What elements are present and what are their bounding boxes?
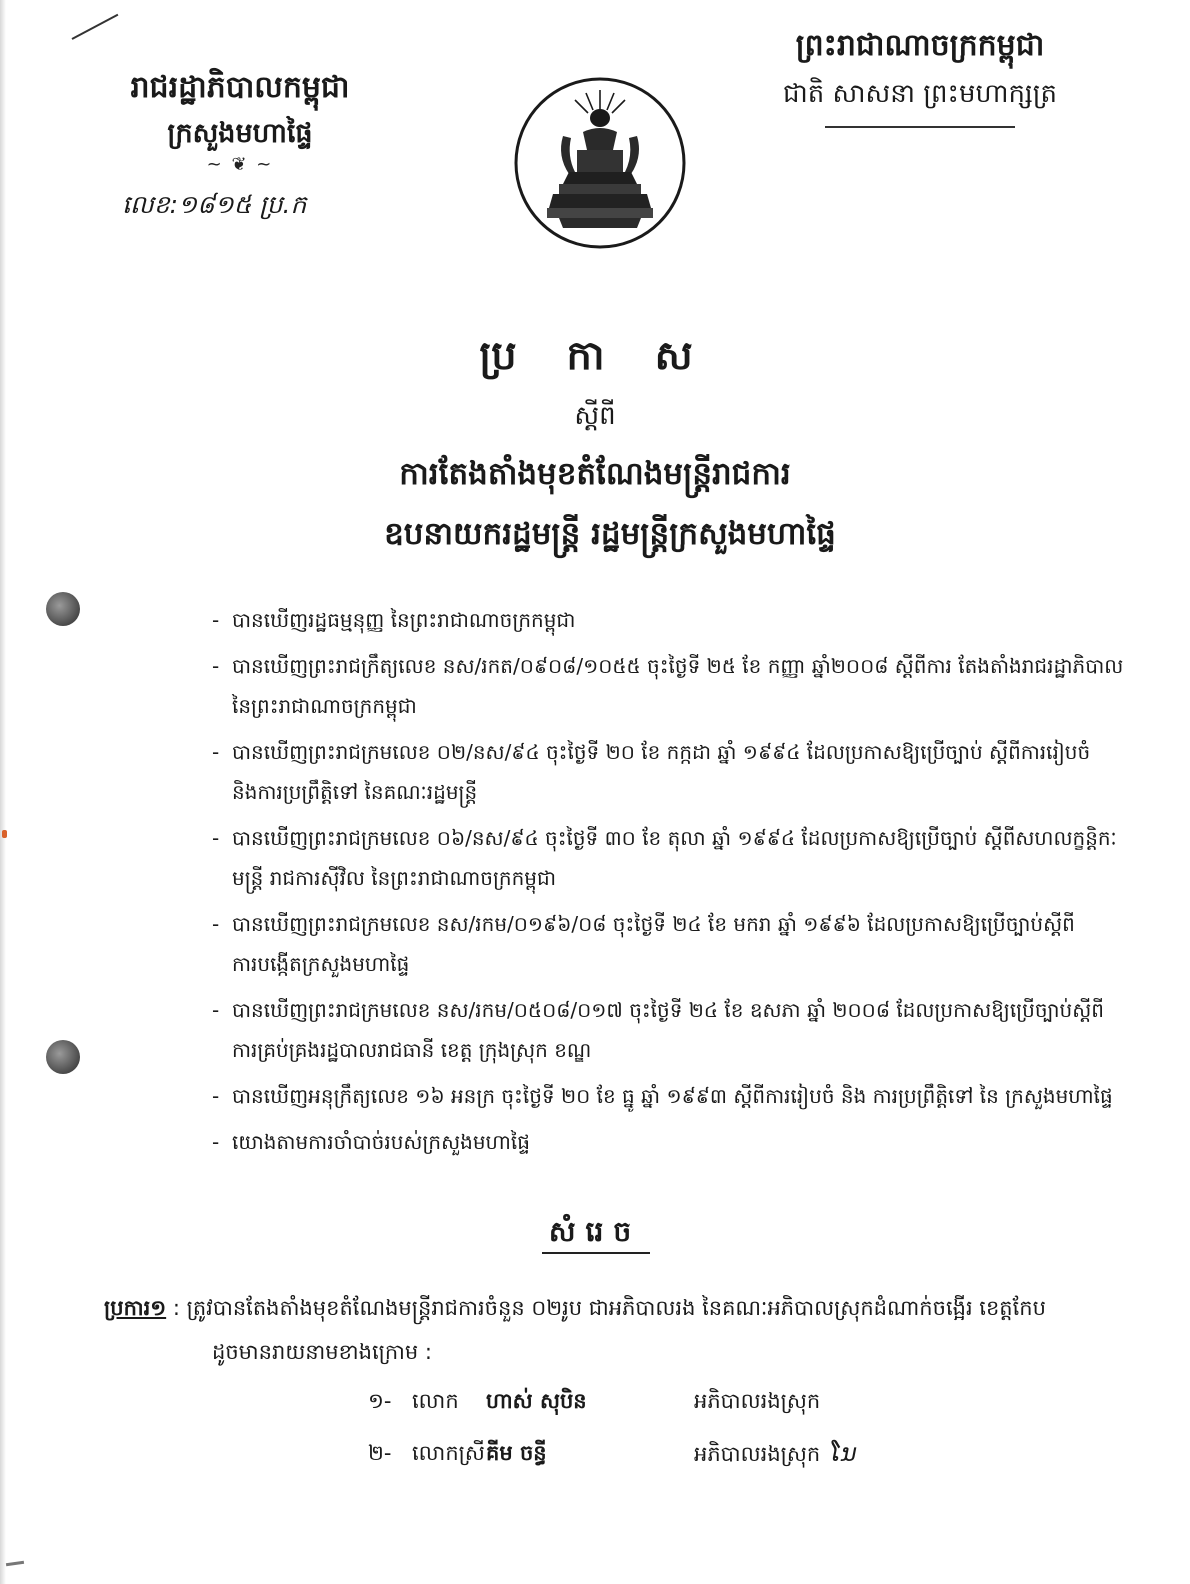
handwritten-initials: ໂນ <box>830 1439 857 1467</box>
scan-edge-shadow <box>0 0 6 1584</box>
government-name: រាជរដ្ឋាភិបាលកម្ពុជា <box>130 70 350 105</box>
kingdom-header-block <box>760 26 1080 128</box>
punch-hole <box>46 592 80 626</box>
document-title: ប្រ កា ស <box>479 333 711 379</box>
subject-label: ស្តីពី <box>574 401 616 431</box>
kingdom-name: ព្រះរាជាណាចក្រកម្ពុជា <box>795 28 1045 63</box>
appointee-row: ១- លោក ហាស់ សុបិន អភិបាលរងស្រុក <box>368 1378 988 1424</box>
recitals-list <box>212 600 1152 1168</box>
appointee-name: ហាស់ សុបិន <box>486 1389 587 1413</box>
appointee-row: ២- លោកស្រី គីម ចន្ធី អភិបាលរងស្រុក ໂນ <box>368 1430 988 1477</box>
decision-underline <box>542 1252 650 1254</box>
appointee-name: គីម ចន្ធី <box>486 1441 547 1465</box>
recital-item: - បានឃើញអនុក្រឹត្យលេខ ១៦ អនក្រ ចុះថ្ងៃទី ២០ ខែ ធ្នូ ឆ្នាំ ១៩៩៣ ស្តីពីការរៀបចំ និង ការប្រព្រឹត្តិទៅ នៃ ក្រសួងមហាផ្ទៃ <box>212 1084 1113 1108</box>
article-continuation: ដូចមានរាយនាមខាងក្រោម : <box>212 1340 432 1364</box>
article-colon: : <box>166 1296 187 1320</box>
header-divider <box>825 126 1015 128</box>
appointees-list <box>368 1378 988 1483</box>
ministry-name: ក្រសួងមហាផ្ទៃ <box>167 118 313 149</box>
corner-mark <box>6 1561 24 1566</box>
recital-item: - បានឃើញព្រះរាជក្រមលេខ នស/រកម/០១៩៦/០៨ ចុះថ្ងៃទី ២៤ ខែ មករា ឆ្នាំ ១៩៩៦ ដែលប្រកាសឱ្យប្រើច្បាប់ស្តីពី ការបង្កើតក្រសួងមហាផ្ទៃ <box>212 912 1075 976</box>
subject-line-1: ការតែងតាំងមុខតំណែងមន្ត្រីរាជការ <box>399 456 791 492</box>
reference-number: លេខ:១៨១៥ ប្រ.ក <box>122 190 307 219</box>
recital-item: - បានឃើញព្រះរាជក្រមលេខ ០៦/នស/៩៤ ចុះថ្ងៃទី ៣០ ខែ តុលា ឆ្នាំ ១៩៩៤ ដែលប្រកាសឱ្យប្រើច្បាប់ ស្តីពីសហលក្ខន្តិកៈ មន្ត្រី រាជការស៊ីវិល នៃព្រះរាជាណាចក្រកម្ពុជា <box>212 826 1117 890</box>
article-1 <box>104 1286 1154 1374</box>
recital-item: - បានឃើញរដ្ឋធម្មនុញ្ញ នៃព្រះរាជាណាចក្រកម្ពុជា <box>212 608 576 632</box>
recital-item: - បានឃើញព្រះរាជក្រមលេខ នស/រកម/០៥០៨/០១៧ ចុះថ្ងៃទី ២៤ ខែ ឧសភា ឆ្នាំ ២០០៨ ដែលប្រកាសឱ្យប្រើច្បាប់ស្តីពី ការគ្រប់គ្រងរដ្ឋបាលរាជធានី ខេត្ត ក្រុងស្រុក ខណ្ឌ <box>212 998 1104 1062</box>
pen-mark <box>72 14 119 40</box>
appointee-position: អភិបាលរងស្រុក ໂນ <box>694 1430 988 1477</box>
recital-item: - បានឃើញព្រះរាជក្រឹត្យលេខ នស/រកត/០៩០៨/១០៥៥ ចុះថ្ងៃទី ២៥ ខែ កញ្ញា ឆ្នាំ២០០៨ ស្តីពីការ តែងតាំងរាជរដ្ឋាភិបាល នៃព្រះរាជាណាចក្រកម្ពុជា <box>212 654 1124 718</box>
national-motto: ជាតិ សាសនា ព្រះមហាក្សត្រ <box>783 79 1057 109</box>
subject-line-2: ឧបនាយករដ្ឋមន្ត្រី រដ្ឋមន្ត្រីក្រសួងមហាផ្ទៃ <box>384 516 836 552</box>
article-body: ត្រូវបានតែងតាំងមុខតំណែងមន្ត្រីរាជការចំនួន ០២រូប ជាអភិបាលរង នៃគណៈអភិបាលស្រុកដំណាក់ចង្អើរ ខេត្តកែប <box>186 1296 1046 1320</box>
issuing-authority-block <box>110 68 370 176</box>
recital-item: - បានឃើញព្រះរាជក្រមលេខ ០២/នស/៩៤ ចុះថ្ងៃទី ២០ ខែ កក្កដា ឆ្នាំ ១៩៩៤ ដែលប្រកាសឱ្យប្រើច្បាប់ ស្តីពីការរៀបចំ និងការប្រព្រឹត្តិទៅ នៃគណៈរដ្ឋមន្ត្រី <box>212 740 1091 804</box>
decision-heading: សំរេច <box>548 1215 642 1248</box>
punch-hole <box>46 1040 80 1074</box>
article-label: ប្រការ១ <box>104 1296 167 1320</box>
appointee-position: អភិបាលរងស្រុក <box>694 1389 821 1413</box>
ornament-divider: ~ ❦ ~ <box>206 154 274 175</box>
page-edge-mark <box>2 830 7 838</box>
royal-emblem-icon <box>513 76 687 250</box>
recital-item: - យោងតាមការចាំបាច់របស់ក្រសួងមហាផ្ទៃ <box>212 1130 530 1154</box>
